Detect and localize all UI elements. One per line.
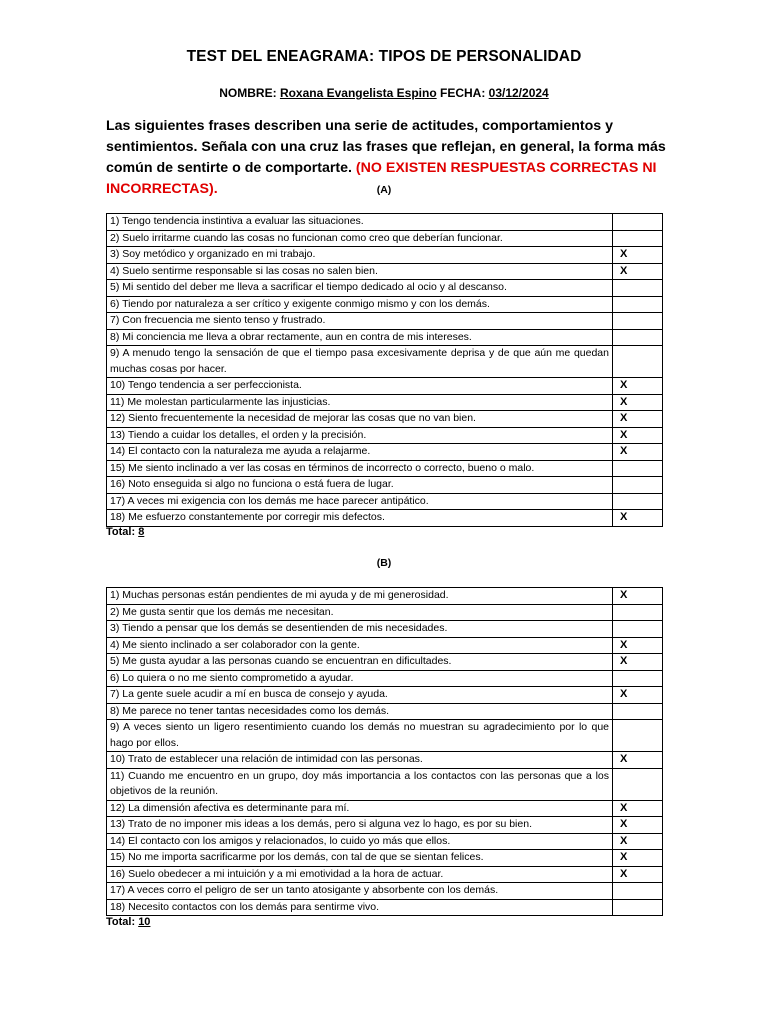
table-row — [107, 670, 663, 687]
statement-text: 12) Siento frecuentemente la necesidad de mejorar las cosas que no van bien. — [107, 411, 613, 428]
statement-text: 10) Trato de establecer una relación de intimidad con las personas. — [107, 752, 613, 769]
date-label: FECHA: — [436, 86, 489, 100]
table-row — [107, 329, 663, 346]
statement-text: 8) Mi conciencia me lleva a obrar rectamente, aun en contra de mis intereses. — [107, 329, 613, 346]
table-row — [107, 477, 663, 494]
answer-mark-cell[interactable] — [613, 329, 663, 346]
table-row — [107, 866, 663, 883]
statement-text: 15) Me siento inclinado a ver las cosas en términos de incorrecto o correcto, bueno o malo. — [107, 460, 613, 477]
answer-mark-cell[interactable]: X — [613, 394, 663, 411]
table-row — [107, 752, 663, 769]
statement-text: 3) Soy metódico y organizado en mi trabajo. — [107, 247, 613, 264]
table-row — [107, 817, 663, 834]
table-row — [107, 720, 663, 752]
statement-text: 1) Tengo tendencia instintiva a evaluar las situaciones. — [107, 214, 613, 231]
table-row — [107, 460, 663, 477]
table-row — [107, 280, 663, 297]
section-b-total — [106, 916, 150, 928]
answer-mark-cell[interactable]: X — [613, 800, 663, 817]
answer-mark-cell[interactable] — [613, 230, 663, 247]
statement-text: 15) No me importa sacrificarme por los demás, con tal de que se sientan felices. — [107, 850, 613, 867]
table-row — [107, 654, 663, 671]
answer-mark-cell[interactable] — [613, 477, 663, 494]
statement-text: 7) Con frecuencia me siento tenso y frustrado. — [107, 313, 613, 330]
answer-mark-cell[interactable]: X — [613, 866, 663, 883]
answer-mark-cell[interactable] — [613, 670, 663, 687]
instructions-text: Las siguientes frases describen una serie de actitudes, comportamientos y sentimientos. Señala con una cruz las frases que reflejan, en general, la forma más común de sentirte o de comportarte. — [106, 118, 666, 176]
table-row — [107, 768, 663, 800]
statement-text: 9) A veces siento un ligero resentimiento cuando los demás no muestran su agradecimiento por lo que hago por ellos. — [107, 720, 613, 752]
section-b-label: (B) — [376, 557, 392, 569]
statement-text: 13) Tiendo a cuidar los detalles, el orden y la precisión. — [107, 427, 613, 444]
statement-text: 5) Me gusta ayudar a las personas cuando se encuentran en dificultades. — [107, 654, 613, 671]
table-row — [107, 411, 663, 428]
statement-text: 2) Me gusta sentir que los demás me necesitan. — [107, 604, 613, 621]
table-row — [107, 899, 663, 916]
statement-text: 14) El contacto con la naturaleza me ayuda a relajarme. — [107, 444, 613, 461]
name-label: NOMBRE: — [219, 86, 280, 100]
statement-text: 17) A veces corro el peligro de ser un tanto atosigante y absorbente con los demás. — [107, 883, 613, 900]
statement-text: 1) Muchas personas están pendientes de mi ayuda y de mi generosidad. — [107, 588, 613, 605]
table-row — [107, 214, 663, 231]
statement-text: 16) Noto enseguida si algo no funciona o está fuera de lugar. — [107, 477, 613, 494]
section-b-table — [106, 587, 663, 916]
table-row — [107, 493, 663, 510]
answer-mark-cell[interactable] — [613, 720, 663, 752]
answer-mark-cell[interactable] — [613, 703, 663, 720]
statement-text: 9) A menudo tengo la sensación de que el tiempo pasa excesivamente deprisa y de que aún me quedan muchas cosas por hacer. — [107, 346, 613, 378]
table-row — [107, 604, 663, 621]
statement-text: 18) Me esfuerzo constantemente por corregir mis defectos. — [107, 510, 613, 527]
statement-text: 3) Tiendo a pensar que los demás se desentienden de mis necesidades. — [107, 621, 613, 638]
answer-mark-cell[interactable] — [613, 604, 663, 621]
table-row — [107, 588, 663, 605]
answer-mark-cell[interactable] — [613, 460, 663, 477]
table-row — [107, 394, 663, 411]
statement-text: 16) Suelo obedecer a mi intuición y a mi emotividad a la hora de actuar. — [107, 866, 613, 883]
statement-text: 6) Tiendo por naturaleza a ser crítico y exigente conmigo mismo y con los demás. — [107, 296, 613, 313]
table-row — [107, 346, 663, 378]
answer-mark-cell[interactable]: X — [613, 637, 663, 654]
table-row — [107, 833, 663, 850]
table-row — [107, 444, 663, 461]
statement-text: 4) Suelo sentirme responsable si las cosas no salen bien. — [107, 263, 613, 280]
answer-mark-cell[interactable] — [613, 313, 663, 330]
table-row — [107, 800, 663, 817]
total-value: 10 — [138, 916, 151, 928]
answer-mark-cell[interactable] — [613, 280, 663, 297]
table-row — [107, 263, 663, 280]
date-value: 03/12/2024 — [488, 86, 549, 100]
answer-mark-cell[interactable]: X — [613, 588, 663, 605]
answer-mark-cell[interactable] — [613, 214, 663, 231]
section-a-table — [106, 213, 663, 527]
answer-mark-cell[interactable]: X — [613, 833, 663, 850]
answer-mark-cell[interactable]: X — [613, 850, 663, 867]
answer-mark-cell[interactable]: X — [613, 752, 663, 769]
section-a-label: (A) — [376, 184, 392, 196]
answer-mark-cell[interactable]: X — [613, 378, 663, 395]
answer-mark-cell[interactable] — [613, 883, 663, 900]
answer-mark-cell[interactable]: X — [613, 444, 663, 461]
table-row — [107, 687, 663, 704]
table-row — [107, 510, 663, 527]
statement-text: 11) Me molestan particularmente las injusticias. — [107, 394, 613, 411]
table-row — [107, 621, 663, 638]
total-value: 8 — [138, 526, 145, 538]
table-row — [107, 883, 663, 900]
answer-mark-cell[interactable] — [613, 899, 663, 916]
statement-text: 2) Suelo irritarme cuando las cosas no funcionan como creo que deberían funcionar. — [107, 230, 613, 247]
statement-text: 11) Cuando me encuentro en un grupo, doy más importancia a los contactos con las personas que a los objetivos de la reunión. — [107, 768, 613, 800]
table-row — [107, 703, 663, 720]
statement-text: 18) Necesito contactos con los demás para sentirme vivo. — [107, 899, 613, 916]
answer-mark-cell[interactable]: X — [613, 510, 663, 527]
answer-mark-cell[interactable]: X — [613, 687, 663, 704]
page-title: TEST DEL ENEAGRAMA: TIPOS DE PERSONALIDAD — [186, 48, 582, 65]
table-row — [107, 296, 663, 313]
statement-text: 8) Me parece no tener tantas necesidades como los demás. — [107, 703, 613, 720]
total-label: Total: — [106, 526, 139, 538]
section-a-total — [106, 526, 144, 538]
statement-text: 14) El contacto con los amigos y relacionados, lo cuido yo más que ellos. — [107, 833, 613, 850]
table-row — [107, 427, 663, 444]
answer-mark-cell[interactable] — [613, 621, 663, 638]
answer-mark-cell[interactable]: X — [613, 247, 663, 264]
table-row — [107, 378, 663, 395]
statement-text: 7) La gente suele acudir a mí en busca de consejo y ayuda. — [107, 687, 613, 704]
answer-mark-cell[interactable] — [613, 493, 663, 510]
answer-mark-cell[interactable]: X — [613, 411, 663, 428]
statement-text: 13) Trato de no imponer mis ideas a los demás, pero si alguna vez lo hago, es por su bien. — [107, 817, 613, 834]
table-row — [107, 313, 663, 330]
total-label: Total: — [106, 916, 139, 928]
table-row — [107, 850, 663, 867]
answer-mark-cell[interactable]: X — [613, 654, 663, 671]
statement-text: 6) Lo quiera o no me siento comprometido a ayudar. — [107, 670, 613, 687]
statement-text: 10) Tengo tendencia a ser perfeccionista. — [107, 378, 613, 395]
answer-mark-cell[interactable]: X — [613, 427, 663, 444]
answer-mark-cell[interactable] — [613, 296, 663, 313]
name-value: Roxana Evangelista Espino — [279, 86, 437, 100]
statement-text: 4) Me siento inclinado a ser colaborador con la gente. — [107, 637, 613, 654]
statement-text: 5) Mi sentido del deber me lleva a sacrificar el tiempo dedicado al ocio y al descanso. — [107, 280, 613, 297]
answer-mark-cell[interactable] — [613, 768, 663, 800]
answer-mark-cell[interactable]: X — [613, 263, 663, 280]
statement-text: 17) A veces mi exigencia con los demás me hace parecer antipático. — [107, 493, 613, 510]
table-row — [107, 230, 663, 247]
table-row — [107, 637, 663, 654]
answer-mark-cell[interactable] — [613, 346, 663, 378]
instructions-highlight: (NO EXISTEN RESPUESTAS CORRECTAS NI INCORRECTAS). — [106, 160, 657, 197]
statement-text: 12) La dimensión afectiva es determinante para mí. — [107, 800, 613, 817]
answer-mark-cell[interactable]: X — [613, 817, 663, 834]
student-info — [0, 86, 768, 100]
table-row — [107, 247, 663, 264]
